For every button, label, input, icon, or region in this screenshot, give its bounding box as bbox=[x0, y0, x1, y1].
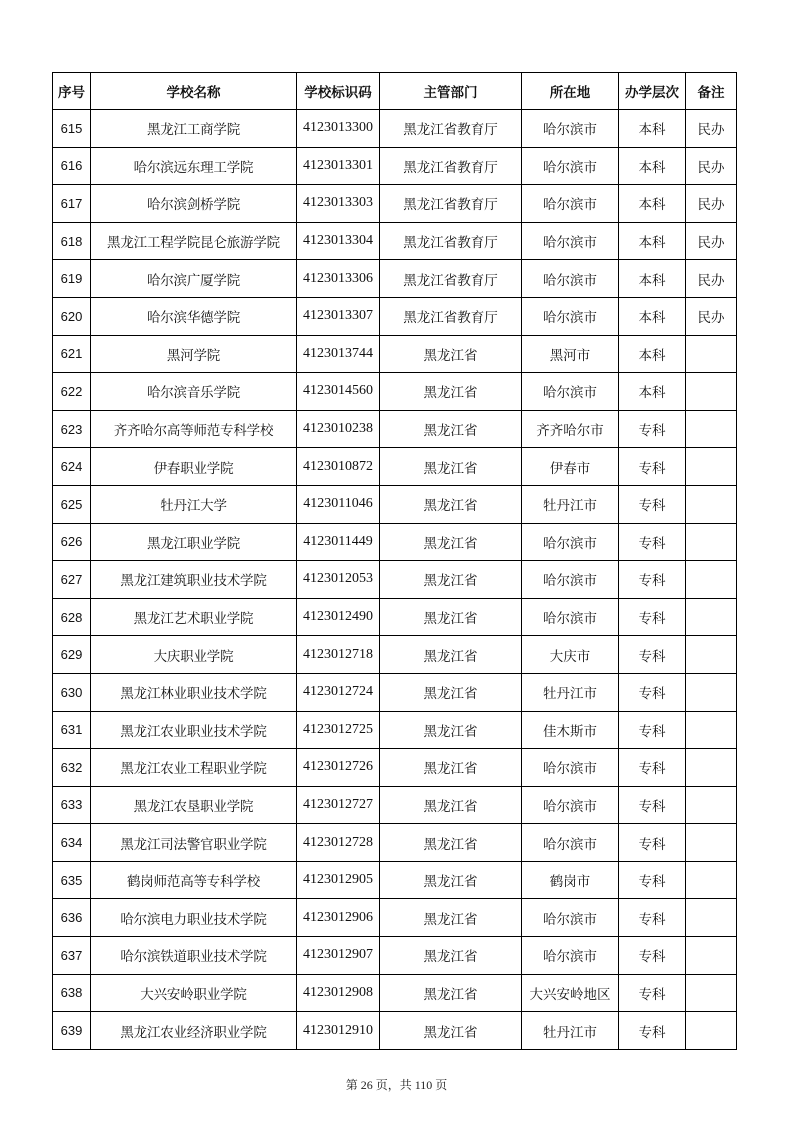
cell-department: 黑龙江省 bbox=[380, 673, 522, 711]
cell-department: 黑龙江省 bbox=[380, 711, 522, 749]
cell-location: 哈尔滨市 bbox=[522, 749, 619, 787]
cell-index: 616 bbox=[53, 147, 91, 185]
cell-remark bbox=[686, 824, 737, 862]
cell-level: 本科 bbox=[619, 110, 686, 148]
cell-school-name: 哈尔滨华德学院 bbox=[91, 297, 297, 335]
cell-level: 本科 bbox=[619, 185, 686, 223]
school-list-table-container bbox=[52, 72, 736, 1050]
cell-school-name: 牡丹江大学 bbox=[91, 485, 297, 523]
cell-school-code: 4123012905 bbox=[297, 861, 380, 899]
cell-location: 哈尔滨市 bbox=[522, 222, 619, 260]
table-row bbox=[53, 335, 737, 373]
cell-location: 哈尔滨市 bbox=[522, 937, 619, 975]
cell-level: 专科 bbox=[619, 937, 686, 975]
table-row bbox=[53, 861, 737, 899]
cell-location: 黑河市 bbox=[522, 335, 619, 373]
cell-department: 黑龙江省教育厅 bbox=[380, 147, 522, 185]
table-row bbox=[53, 711, 737, 749]
cell-department: 黑龙江省教育厅 bbox=[380, 222, 522, 260]
cell-school-code: 4123013303 bbox=[297, 185, 380, 223]
table-row bbox=[53, 410, 737, 448]
cell-index: 634 bbox=[53, 824, 91, 862]
cell-school-name: 伊春职业学院 bbox=[91, 448, 297, 486]
cell-location: 大兴安岭地区 bbox=[522, 974, 619, 1012]
cell-index: 617 bbox=[53, 185, 91, 223]
cell-remark bbox=[686, 974, 737, 1012]
cell-location: 哈尔滨市 bbox=[522, 110, 619, 148]
cell-school-name: 哈尔滨广厦学院 bbox=[91, 260, 297, 298]
cell-index: 621 bbox=[53, 335, 91, 373]
cell-school-code: 4123013307 bbox=[297, 297, 380, 335]
cell-level: 专科 bbox=[619, 636, 686, 674]
cell-remark bbox=[686, 373, 737, 411]
cell-department: 黑龙江省 bbox=[380, 335, 522, 373]
cell-remark bbox=[686, 523, 737, 561]
table-row bbox=[53, 749, 737, 787]
cell-location: 哈尔滨市 bbox=[522, 147, 619, 185]
cell-school-name: 齐齐哈尔高等师范专科学校 bbox=[91, 410, 297, 448]
table-row bbox=[53, 598, 737, 636]
cell-school-code: 4123012910 bbox=[297, 1012, 380, 1050]
cell-department: 黑龙江省 bbox=[380, 1012, 522, 1050]
table-header-row bbox=[53, 73, 737, 110]
cell-location: 牡丹江市 bbox=[522, 1012, 619, 1050]
cell-school-code: 4123013301 bbox=[297, 147, 380, 185]
cell-level: 专科 bbox=[619, 824, 686, 862]
page-footer: 第 26 页，共 110 页 bbox=[345, 1078, 448, 1092]
cell-school-code: 4123012053 bbox=[297, 561, 380, 599]
cell-remark bbox=[686, 711, 737, 749]
cell-level: 本科 bbox=[619, 222, 686, 260]
table-row bbox=[53, 786, 737, 824]
cell-school-code: 4123013300 bbox=[297, 110, 380, 148]
cell-school-name: 大庆职业学院 bbox=[91, 636, 297, 674]
cell-index: 630 bbox=[53, 673, 91, 711]
cell-department: 黑龙江省 bbox=[380, 410, 522, 448]
cell-school-name: 黑龙江农业职业技术学院 bbox=[91, 711, 297, 749]
cell-school-name: 黑龙江建筑职业技术学院 bbox=[91, 561, 297, 599]
cell-level: 专科 bbox=[619, 786, 686, 824]
table-row bbox=[53, 110, 737, 148]
cell-department: 黑龙江省 bbox=[380, 824, 522, 862]
table-row bbox=[53, 636, 737, 674]
cell-department: 黑龙江省 bbox=[380, 598, 522, 636]
cell-department: 黑龙江省 bbox=[380, 636, 522, 674]
cell-level: 专科 bbox=[619, 448, 686, 486]
cell-level: 本科 bbox=[619, 373, 686, 411]
cell-school-name: 黑龙江司法警官职业学院 bbox=[91, 824, 297, 862]
cell-location: 哈尔滨市 bbox=[522, 373, 619, 411]
cell-level: 专科 bbox=[619, 598, 686, 636]
cell-remark bbox=[686, 673, 737, 711]
cell-index: 631 bbox=[53, 711, 91, 749]
cell-remark: 民办 bbox=[686, 110, 737, 148]
cell-index: 628 bbox=[53, 598, 91, 636]
cell-department: 黑龙江省 bbox=[380, 899, 522, 937]
table-row bbox=[53, 373, 737, 411]
table-row bbox=[53, 824, 737, 862]
table-row bbox=[53, 260, 737, 298]
cell-remark bbox=[686, 1012, 737, 1050]
cell-location: 齐齐哈尔市 bbox=[522, 410, 619, 448]
cell-remark bbox=[686, 749, 737, 787]
cell-index: 626 bbox=[53, 523, 91, 561]
cell-school-code: 4123012908 bbox=[297, 974, 380, 1012]
cell-location: 牡丹江市 bbox=[522, 485, 619, 523]
cell-index: 629 bbox=[53, 636, 91, 674]
cell-location: 伊春市 bbox=[522, 448, 619, 486]
header-school-code: 学校标识码 bbox=[297, 73, 380, 110]
cell-level: 专科 bbox=[619, 1012, 686, 1050]
cell-index: 633 bbox=[53, 786, 91, 824]
cell-school-code: 4123014560 bbox=[297, 373, 380, 411]
cell-remark: 民办 bbox=[686, 147, 737, 185]
cell-remark bbox=[686, 861, 737, 899]
cell-location: 哈尔滨市 bbox=[522, 297, 619, 335]
cell-index: 638 bbox=[53, 974, 91, 1012]
cell-department: 黑龙江省 bbox=[380, 861, 522, 899]
header-school-name: 学校名称 bbox=[91, 73, 297, 110]
table-body bbox=[53, 110, 737, 1050]
cell-remark: 民办 bbox=[686, 260, 737, 298]
cell-level: 本科 bbox=[619, 297, 686, 335]
table-row bbox=[53, 974, 737, 1012]
cell-school-code: 4123012907 bbox=[297, 937, 380, 975]
cell-school-code: 4123012727 bbox=[297, 786, 380, 824]
cell-school-name: 哈尔滨远东理工学院 bbox=[91, 147, 297, 185]
cell-index: 625 bbox=[53, 485, 91, 523]
cell-level: 专科 bbox=[619, 899, 686, 937]
cell-department: 黑龙江省 bbox=[380, 485, 522, 523]
cell-school-code: 4123013306 bbox=[297, 260, 380, 298]
cell-department: 黑龙江省 bbox=[380, 523, 522, 561]
cell-remark bbox=[686, 410, 737, 448]
cell-school-code: 4123012718 bbox=[297, 636, 380, 674]
cell-department: 黑龙江省 bbox=[380, 448, 522, 486]
cell-department: 黑龙江省 bbox=[380, 937, 522, 975]
cell-school-name: 哈尔滨剑桥学院 bbox=[91, 185, 297, 223]
cell-school-name: 哈尔滨电力职业技术学院 bbox=[91, 899, 297, 937]
table-row bbox=[53, 222, 737, 260]
cell-school-name: 黑龙江农垦职业学院 bbox=[91, 786, 297, 824]
cell-department: 黑龙江省 bbox=[380, 561, 522, 599]
cell-location: 哈尔滨市 bbox=[522, 185, 619, 223]
cell-school-name: 鹤岗师范高等专科学校 bbox=[91, 861, 297, 899]
cell-remark: 民办 bbox=[686, 222, 737, 260]
cell-location: 鹤岗市 bbox=[522, 861, 619, 899]
cell-school-code: 4123012725 bbox=[297, 711, 380, 749]
cell-index: 619 bbox=[53, 260, 91, 298]
header-department: 主管部门 bbox=[380, 73, 522, 110]
cell-index: 635 bbox=[53, 861, 91, 899]
cell-level: 本科 bbox=[619, 260, 686, 298]
cell-level: 专科 bbox=[619, 485, 686, 523]
cell-remark bbox=[686, 561, 737, 599]
cell-index: 637 bbox=[53, 937, 91, 975]
cell-index: 639 bbox=[53, 1012, 91, 1050]
cell-school-name: 黑龙江农业工程职业学院 bbox=[91, 749, 297, 787]
cell-location: 哈尔滨市 bbox=[522, 260, 619, 298]
cell-school-name: 大兴安岭职业学院 bbox=[91, 974, 297, 1012]
cell-department: 黑龙江省教育厅 bbox=[380, 297, 522, 335]
cell-school-code: 4123012490 bbox=[297, 598, 380, 636]
cell-school-name: 黑龙江职业学院 bbox=[91, 523, 297, 561]
cell-school-code: 4123010238 bbox=[297, 410, 380, 448]
cell-level: 专科 bbox=[619, 410, 686, 448]
cell-index: 636 bbox=[53, 899, 91, 937]
cell-department: 黑龙江省 bbox=[380, 749, 522, 787]
cell-department: 黑龙江省教育厅 bbox=[380, 260, 522, 298]
cell-location: 牡丹江市 bbox=[522, 673, 619, 711]
school-list-table bbox=[52, 72, 737, 1050]
cell-remark bbox=[686, 448, 737, 486]
cell-department: 黑龙江省 bbox=[380, 373, 522, 411]
cell-remark bbox=[686, 636, 737, 674]
cell-school-code: 4123012728 bbox=[297, 824, 380, 862]
cell-school-code: 4123013744 bbox=[297, 335, 380, 373]
cell-index: 622 bbox=[53, 373, 91, 411]
cell-remark bbox=[686, 786, 737, 824]
cell-index: 623 bbox=[53, 410, 91, 448]
cell-remark bbox=[686, 335, 737, 373]
cell-location: 哈尔滨市 bbox=[522, 561, 619, 599]
cell-school-name: 黑龙江艺术职业学院 bbox=[91, 598, 297, 636]
table-row bbox=[53, 485, 737, 523]
cell-remark bbox=[686, 485, 737, 523]
cell-school-code: 4123011046 bbox=[297, 485, 380, 523]
cell-level: 专科 bbox=[619, 861, 686, 899]
header-location: 所在地 bbox=[522, 73, 619, 110]
cell-remark: 民办 bbox=[686, 297, 737, 335]
cell-department: 黑龙江省 bbox=[380, 974, 522, 1012]
cell-school-name: 黑龙江工商学院 bbox=[91, 110, 297, 148]
cell-school-name: 黑河学院 bbox=[91, 335, 297, 373]
cell-level: 专科 bbox=[619, 711, 686, 749]
cell-school-code: 4123013304 bbox=[297, 222, 380, 260]
cell-level: 本科 bbox=[619, 335, 686, 373]
cell-index: 632 bbox=[53, 749, 91, 787]
cell-school-code: 4123012726 bbox=[297, 749, 380, 787]
cell-department: 黑龙江省教育厅 bbox=[380, 185, 522, 223]
table-row bbox=[53, 673, 737, 711]
cell-school-code: 4123012724 bbox=[297, 673, 380, 711]
cell-location: 大庆市 bbox=[522, 636, 619, 674]
cell-school-name: 黑龙江工程学院昆仑旅游学院 bbox=[91, 222, 297, 260]
table-row bbox=[53, 185, 737, 223]
header-index: 序号 bbox=[53, 73, 91, 110]
table-row bbox=[53, 448, 737, 486]
cell-level: 专科 bbox=[619, 749, 686, 787]
cell-school-code: 4123010872 bbox=[297, 448, 380, 486]
table-row bbox=[53, 899, 737, 937]
table-row bbox=[53, 523, 737, 561]
cell-level: 专科 bbox=[619, 523, 686, 561]
cell-department: 黑龙江省 bbox=[380, 786, 522, 824]
cell-remark bbox=[686, 598, 737, 636]
table-row bbox=[53, 297, 737, 335]
cell-location: 佳木斯市 bbox=[522, 711, 619, 749]
cell-school-name: 黑龙江农业经济职业学院 bbox=[91, 1012, 297, 1050]
cell-level: 本科 bbox=[619, 147, 686, 185]
table-row bbox=[53, 1012, 737, 1050]
cell-school-name: 哈尔滨铁道职业技术学院 bbox=[91, 937, 297, 975]
cell-school-code: 4123011449 bbox=[297, 523, 380, 561]
cell-location: 哈尔滨市 bbox=[522, 824, 619, 862]
cell-department: 黑龙江省教育厅 bbox=[380, 110, 522, 148]
cell-level: 专科 bbox=[619, 673, 686, 711]
cell-index: 624 bbox=[53, 448, 91, 486]
cell-school-name: 哈尔滨音乐学院 bbox=[91, 373, 297, 411]
table-row bbox=[53, 147, 737, 185]
cell-school-name: 黑龙江林业职业技术学院 bbox=[91, 673, 297, 711]
cell-remark bbox=[686, 937, 737, 975]
header-level: 办学层次 bbox=[619, 73, 686, 110]
table-row bbox=[53, 561, 737, 599]
cell-level: 专科 bbox=[619, 561, 686, 599]
cell-index: 620 bbox=[53, 297, 91, 335]
cell-index: 615 bbox=[53, 110, 91, 148]
cell-index: 627 bbox=[53, 561, 91, 599]
table-row bbox=[53, 937, 737, 975]
cell-index: 618 bbox=[53, 222, 91, 260]
cell-level: 专科 bbox=[619, 974, 686, 1012]
cell-location: 哈尔滨市 bbox=[522, 786, 619, 824]
cell-location: 哈尔滨市 bbox=[522, 523, 619, 561]
cell-remark: 民办 bbox=[686, 185, 737, 223]
cell-location: 哈尔滨市 bbox=[522, 899, 619, 937]
cell-remark bbox=[686, 899, 737, 937]
header-remark: 备注 bbox=[686, 73, 737, 110]
cell-location: 哈尔滨市 bbox=[522, 598, 619, 636]
cell-school-code: 4123012906 bbox=[297, 899, 380, 937]
